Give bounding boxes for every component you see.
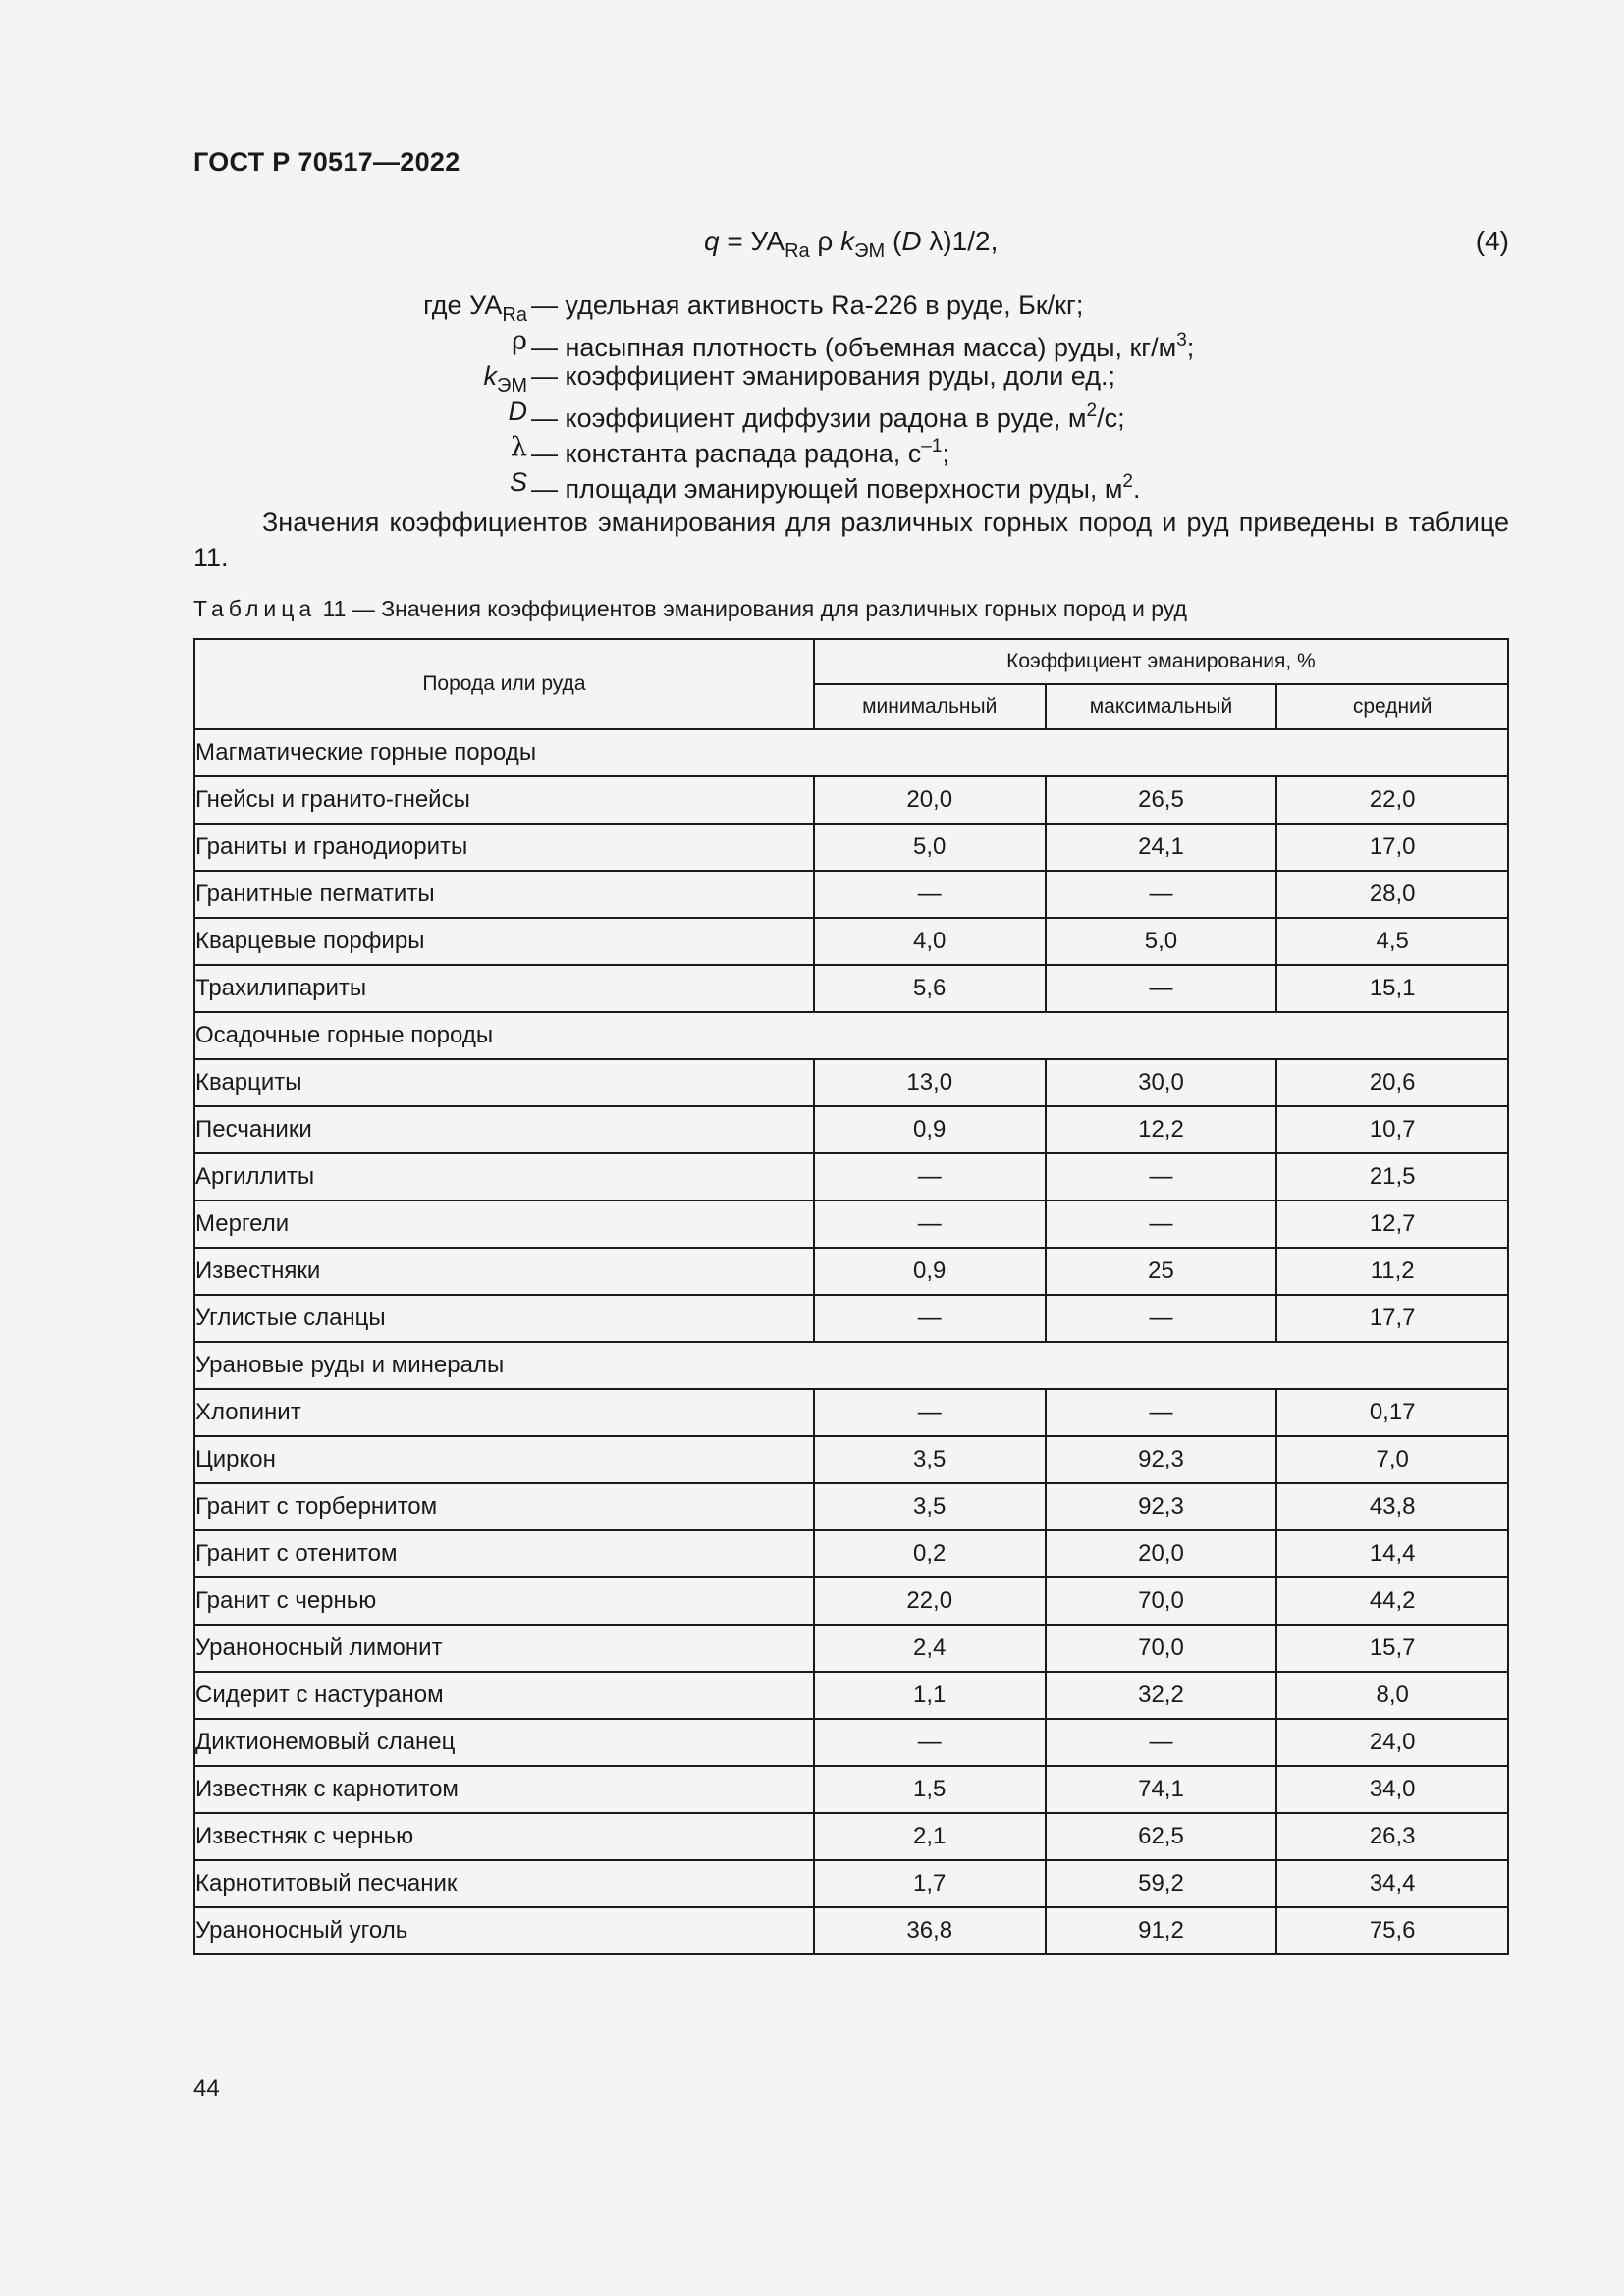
table-row <box>194 965 1508 1012</box>
value-max: 26,5 <box>1046 776 1277 824</box>
value-min: 0,2 <box>814 1530 1046 1577</box>
symbol-lambda: λ <box>510 432 527 462</box>
definition-item <box>193 358 1509 397</box>
table-row <box>194 776 1508 824</box>
table-row <box>194 1106 1508 1153</box>
rock-name: Гранит с торбернитом <box>194 1483 814 1530</box>
value-avg: 75,6 <box>1276 1907 1508 1954</box>
rock-name: Известняк с карнотитом <box>194 1766 814 1813</box>
value-avg: 21,5 <box>1276 1153 1508 1201</box>
value-avg: 34,0 <box>1276 1766 1508 1813</box>
value-max: 74,1 <box>1046 1766 1277 1813</box>
table-row <box>194 1860 1508 1907</box>
value-avg: 15,1 <box>1276 965 1508 1012</box>
rock-name: Песчаники <box>194 1106 814 1153</box>
value-avg: 11,2 <box>1276 1248 1508 1295</box>
group-title: Урановые руды и минералы <box>194 1342 1508 1389</box>
rock-name: Ураноносный уголь <box>194 1907 814 1954</box>
value-max: — <box>1046 1201 1277 1248</box>
table-row <box>194 871 1508 918</box>
definition-symbol <box>511 429 527 465</box>
formula <box>704 226 998 263</box>
table-row <box>194 1719 1508 1766</box>
value-min: 0,9 <box>814 1106 1046 1153</box>
value-max: 70,0 <box>1046 1577 1277 1625</box>
rock-name: Гранитные пегматиты <box>194 871 814 918</box>
value-max: 92,3 <box>1046 1436 1277 1483</box>
symbol-sub: Ra <box>502 304 527 326</box>
value-avg: 10,7 <box>1276 1106 1508 1153</box>
definition-sup: 3 <box>1176 330 1187 350</box>
table-row <box>194 1483 1508 1530</box>
header-min: минимальный <box>814 684 1046 729</box>
value-avg: 22,0 <box>1276 776 1508 824</box>
definition-item <box>193 394 1509 433</box>
value-avg: 20,6 <box>1276 1059 1508 1106</box>
definition-desc: — удельная активность Ra-226 в руде, Бк/кг; <box>531 291 1084 320</box>
definition-item <box>193 464 1509 504</box>
rock-name: Кварциты <box>194 1059 814 1106</box>
value-min: 3,5 <box>814 1483 1046 1530</box>
header-name: Порода или руда <box>194 639 814 729</box>
formula-d: D <box>901 226 922 256</box>
formula-tail: λ)1/2, <box>921 226 999 256</box>
value-min: — <box>814 1719 1046 1766</box>
rock-name: Циркон <box>194 1436 814 1483</box>
value-min: 5,0 <box>814 824 1046 871</box>
rock-name: Карнотитовый песчаник <box>194 1860 814 1907</box>
header-coefficient: Коэффициент эманирования, % <box>814 639 1508 684</box>
rock-name: Граниты и гранодиориты <box>194 824 814 871</box>
table-row <box>194 1813 1508 1860</box>
table-row <box>194 1672 1508 1719</box>
table-row <box>194 1201 1508 1248</box>
value-max: — <box>1046 1389 1277 1436</box>
table-caption-label: Таблица <box>193 596 317 621</box>
rock-name: Гнейсы и гранито-гнейсы <box>194 776 814 824</box>
rock-name: Кварцевые порфиры <box>194 918 814 965</box>
group-title: Осадочные горные породы <box>194 1012 1508 1059</box>
value-min: — <box>814 871 1046 918</box>
value-avg: 0,17 <box>1276 1389 1508 1436</box>
symbol-sub: ЭМ <box>496 375 527 397</box>
rock-name: Трахилипариты <box>194 965 814 1012</box>
table-caption-text: 11 — Значения коэффициентов эманирования для различных горных пород и руд <box>316 596 1187 621</box>
table-row <box>194 1059 1508 1106</box>
value-max: 12,2 <box>1046 1106 1277 1153</box>
definition-sup: 2 <box>1122 471 1133 492</box>
table-row <box>194 1295 1508 1342</box>
definitions-list <box>193 288 1509 504</box>
value-avg: 7,0 <box>1276 1436 1508 1483</box>
table-row <box>194 1530 1508 1577</box>
definition-desc: — константа распада радона, с <box>531 439 922 468</box>
value-max: — <box>1046 1719 1277 1766</box>
table-body <box>194 729 1508 1954</box>
symbol-ua: УА <box>469 291 503 320</box>
table-row <box>194 1577 1508 1625</box>
formula-row <box>193 226 1509 265</box>
value-avg: 44,2 <box>1276 1577 1508 1625</box>
table-group-row <box>194 1012 1508 1059</box>
definition-symbol <box>509 394 528 429</box>
rock-name: Хлопинит <box>194 1389 814 1436</box>
table-row <box>194 824 1508 871</box>
definition-text <box>531 464 1141 507</box>
definition-text <box>531 358 1115 394</box>
header-avg: средний <box>1276 684 1508 729</box>
value-max: 62,5 <box>1046 1813 1277 1860</box>
formula-sub-em: ЭМ <box>854 240 886 262</box>
value-max: 92,3 <box>1046 1483 1277 1530</box>
emanation-table <box>193 638 1509 1955</box>
rock-name: Известняки <box>194 1248 814 1295</box>
value-max: 70,0 <box>1046 1625 1277 1672</box>
header-max: максимальный <box>1046 684 1277 729</box>
value-max: 30,0 <box>1046 1059 1277 1106</box>
group-title: Магматические горные породы <box>194 729 1508 776</box>
value-avg: 43,8 <box>1276 1483 1508 1530</box>
value-min: 13,0 <box>814 1059 1046 1106</box>
formula-k: k <box>840 226 855 256</box>
table-row <box>194 1389 1508 1436</box>
value-min: 22,0 <box>814 1577 1046 1625</box>
table-row <box>194 1907 1508 1954</box>
value-max: — <box>1046 1153 1277 1201</box>
value-min: — <box>814 1201 1046 1248</box>
definition-desc: — площади эманирующей поверхности руды, м <box>531 474 1123 504</box>
table-group-row <box>194 1342 1508 1389</box>
formula-eq: = УА <box>719 226 785 256</box>
value-avg: 15,7 <box>1276 1625 1508 1672</box>
rock-name: Мергели <box>194 1201 814 1248</box>
value-max: 32,2 <box>1046 1672 1277 1719</box>
definition-sup: –1 <box>921 436 943 456</box>
table-caption <box>193 596 1187 622</box>
value-max: — <box>1046 871 1277 918</box>
value-min: 0,9 <box>814 1248 1046 1295</box>
value-min: 1,7 <box>814 1860 1046 1907</box>
value-min: — <box>814 1295 1046 1342</box>
definition-item <box>193 288 1509 326</box>
definition-item <box>193 429 1509 468</box>
value-avg: 12,7 <box>1276 1201 1508 1248</box>
value-max: — <box>1046 1295 1277 1342</box>
formula-sub-ra: Ra <box>785 240 810 262</box>
definition-end: . <box>1133 474 1141 504</box>
rock-name: Гранит с отенитом <box>194 1530 814 1577</box>
value-avg: 24,0 <box>1276 1719 1508 1766</box>
rock-name: Известняк с чернью <box>194 1813 814 1860</box>
value-max: 5,0 <box>1046 918 1277 965</box>
definition-item <box>193 323 1509 362</box>
value-min: 2,1 <box>814 1813 1046 1860</box>
value-min: 36,8 <box>814 1907 1046 1954</box>
definition-sup: 2 <box>1086 400 1098 421</box>
rock-name: Углистые сланцы <box>194 1295 814 1342</box>
definition-text <box>531 288 1083 323</box>
value-max: 59,2 <box>1046 1860 1277 1907</box>
definition-end: /с; <box>1097 403 1125 433</box>
value-avg: 26,3 <box>1276 1813 1508 1860</box>
value-avg: 4,5 <box>1276 918 1508 965</box>
table-row <box>194 1436 1508 1483</box>
value-max: 20,0 <box>1046 1530 1277 1577</box>
body-paragraph <box>193 505 1509 575</box>
formula-open: ( <box>885 226 902 256</box>
formula-rho: ρ <box>809 226 841 256</box>
page-number: 44 <box>193 2075 220 2102</box>
value-max: 25 <box>1046 1248 1277 1295</box>
rock-name: Сидерит с настураном <box>194 1672 814 1719</box>
rock-name: Гранит с чернью <box>194 1577 814 1625</box>
table-row <box>194 1153 1508 1201</box>
value-max: 24,1 <box>1046 824 1277 871</box>
value-avg: 17,7 <box>1276 1295 1508 1342</box>
definition-end: ; <box>1186 333 1195 362</box>
value-max: 91,2 <box>1046 1907 1277 1954</box>
value-avg: 28,0 <box>1276 871 1508 918</box>
definition-symbol <box>512 323 527 359</box>
value-min: 1,1 <box>814 1672 1046 1719</box>
value-avg: 8,0 <box>1276 1672 1508 1719</box>
table-group-row <box>194 729 1508 776</box>
table-row <box>194 918 1508 965</box>
value-min: 3,5 <box>814 1436 1046 1483</box>
value-min: 4,0 <box>814 918 1046 965</box>
symbol-d: D <box>508 397 527 426</box>
definition-desc: — коэффициент диффузии радона в руде, м <box>531 403 1087 433</box>
symbol-s: S <box>509 467 527 497</box>
equation-number: (4) <box>1475 226 1509 256</box>
value-avg: 17,0 <box>1276 824 1508 871</box>
definition-prefix: где <box>423 291 470 320</box>
value-avg: 34,4 <box>1276 1860 1508 1907</box>
rock-name: Диктионемовый сланец <box>194 1719 814 1766</box>
symbol-rho: ρ <box>512 326 527 356</box>
value-min: 20,0 <box>814 776 1046 824</box>
value-min: — <box>814 1389 1046 1436</box>
definition-end: ; <box>942 439 949 468</box>
value-min: 2,4 <box>814 1625 1046 1672</box>
value-min: 5,6 <box>814 965 1046 1012</box>
table-row <box>194 1766 1508 1813</box>
value-max: — <box>1046 965 1277 1012</box>
value-avg: 14,4 <box>1276 1530 1508 1577</box>
value-min: 1,5 <box>814 1766 1046 1813</box>
rock-name: Ураноносный лимонит <box>194 1625 814 1672</box>
formula-q: q <box>704 226 720 256</box>
definition-symbol <box>510 464 527 500</box>
paragraph-text: Значения коэффициентов эманирования для различных горных пород и руд приведены в таблице 11. <box>193 507 1509 572</box>
definition-desc: — насыпная плотность (объемная масса) руды, кг/м <box>531 333 1177 362</box>
document-header: ГОСТ Р 70517—2022 <box>193 147 460 177</box>
table-row <box>194 1248 1508 1295</box>
table-row <box>194 1625 1508 1672</box>
definition-desc: — коэффициент эманирования руды, доли ед.; <box>531 361 1115 391</box>
value-min: — <box>814 1153 1046 1201</box>
rock-name: Аргиллиты <box>194 1153 814 1201</box>
symbol-k: k <box>483 361 497 391</box>
